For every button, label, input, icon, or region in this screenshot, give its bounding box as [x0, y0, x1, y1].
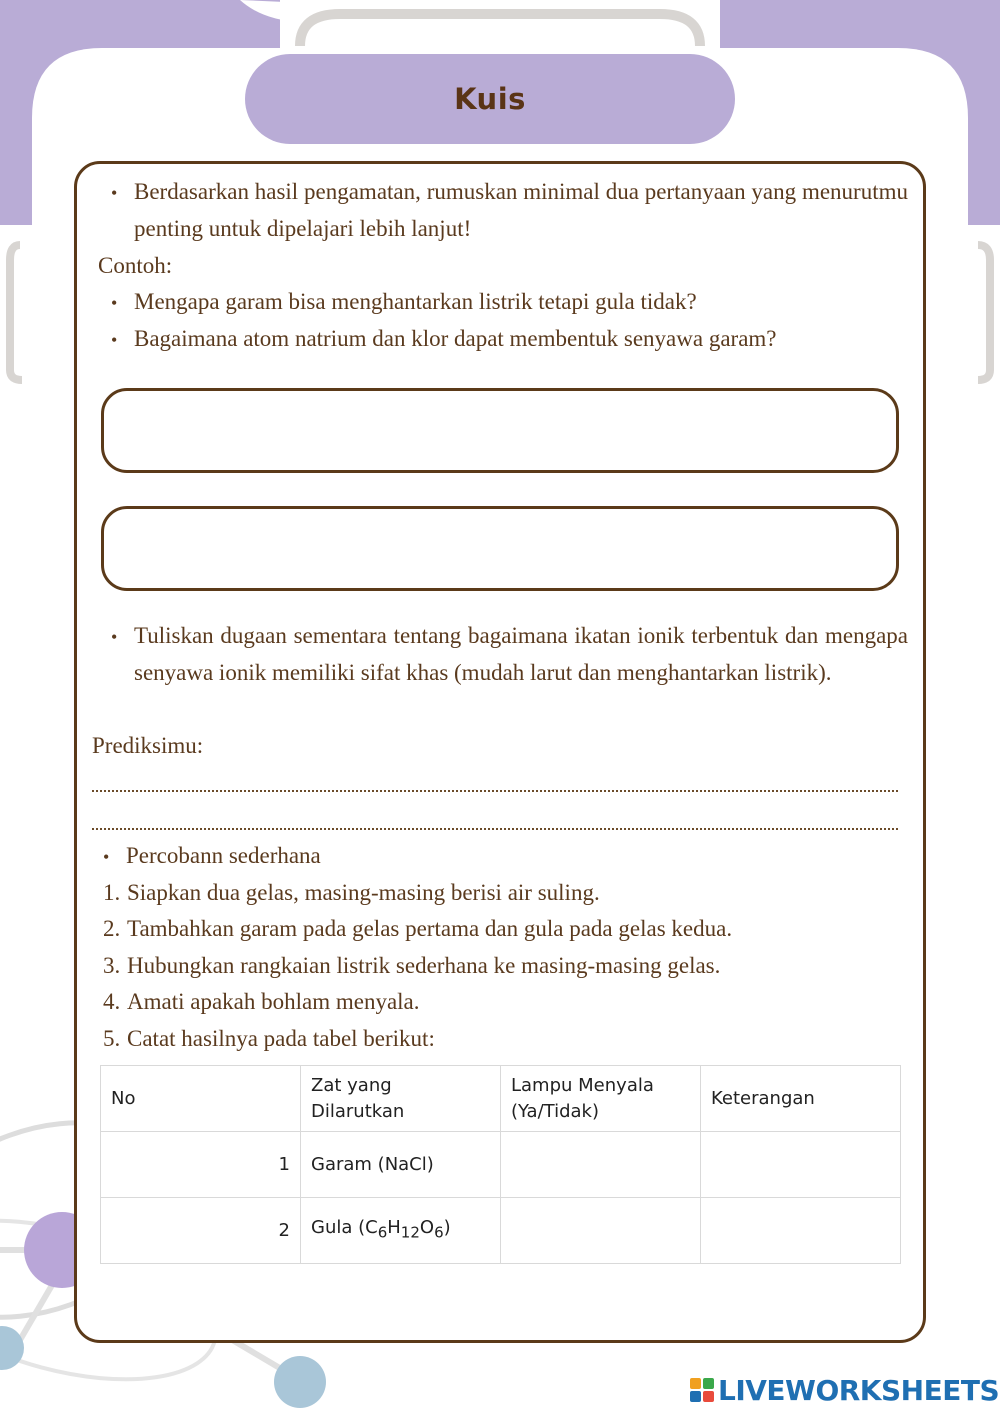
step-number: 2. — [103, 916, 121, 941]
answer-box-question-1[interactable] — [101, 388, 899, 473]
formula-sub-o: 6 — [434, 1223, 444, 1242]
prediction-line-1[interactable] — [92, 770, 898, 792]
header-lamp: Lampu Menyala (Ya/Tidak) — [501, 1066, 701, 1132]
cell-note-input[interactable] — [701, 1132, 901, 1198]
header-note: Keterangan — [701, 1066, 901, 1132]
cell-lamp-input[interactable] — [501, 1198, 701, 1264]
page-title: Kuis — [454, 82, 526, 116]
instruction-questions: Berdasarkan hasil pengamatan, rumuskan minimal dua pertanyaan yang menurutmu penting untuk dipelajari lebih lanjut! — [134, 179, 908, 241]
bullet-dot: • — [111, 330, 118, 350]
prediction-line-2[interactable] — [92, 808, 898, 830]
formula-sub-h: 12 — [400, 1223, 420, 1242]
example-label: Contoh: — [98, 253, 173, 278]
bullet-dot: • — [111, 293, 118, 313]
cell-note-input[interactable] — [701, 1198, 901, 1264]
logo-mark-icon — [690, 1378, 714, 1402]
formula-sub-c: 6 — [377, 1223, 388, 1242]
step-number: 3. — [103, 953, 121, 978]
step-text: Siapkan dua gelas, masing-masing berisi air suling. — [127, 880, 600, 905]
bullet-dot: • — [111, 183, 118, 203]
formula-close: ) — [443, 1217, 451, 1239]
header-substance: Zat yang Dilarutkan — [301, 1066, 501, 1132]
table-row — [101, 1198, 901, 1264]
cell-no: 1 — [101, 1132, 301, 1198]
formula-h: H — [387, 1217, 401, 1239]
formula-o: O — [419, 1217, 435, 1239]
title-banner — [245, 54, 735, 144]
cell-substance — [301, 1198, 501, 1264]
results-table — [100, 1065, 901, 1264]
step-number: 4. — [103, 989, 121, 1014]
step-number: 5. — [103, 1026, 121, 1051]
prediction-label: Prediksimu: — [92, 733, 204, 758]
step-number: 1. — [103, 880, 121, 905]
header-no: No — [101, 1066, 301, 1132]
cell-substance: Garam (NaCl) — [301, 1132, 501, 1198]
cell-no: 2 — [101, 1198, 301, 1264]
bullet-dot: • — [103, 847, 110, 867]
formula-prefix: Gula (C — [311, 1217, 378, 1239]
step-text: Amati apakah bohlam menyala. — [127, 989, 420, 1014]
table-header-row — [101, 1066, 901, 1132]
step-text: Catat hasilnya pada tabel berikut: — [127, 1026, 435, 1051]
experiment-heading: Percobann sederhana — [126, 843, 321, 868]
instruction-hypothesis: Tuliskan dugaan sementara tentang bagaimana ikatan ionik terbentuk dan mengapa senyawa ionik memiliki sifat khas (mudah larut dan menghantarkan listrik). — [134, 623, 908, 685]
answer-box-question-2[interactable] — [101, 506, 899, 591]
example-question-2: Bagaimana atom natrium dan klor dapat membentuk senyawa garam? — [134, 326, 777, 351]
bullet-dot: • — [111, 627, 118, 647]
example-question-1: Mengapa garam bisa menghantarkan listrik tetapi gula tidak? — [134, 289, 697, 314]
logo-text: LIVEWORKSHEETS — [718, 1373, 1000, 1407]
step-text: Tambahkan garam pada gelas pertama dan gula pada gelas kedua. — [127, 916, 733, 941]
liveworksheets-logo — [690, 1370, 999, 1410]
table-row — [101, 1132, 901, 1198]
step-text: Hubungkan rangkaian listrik sederhana ke masing-masing gelas. — [127, 953, 721, 978]
cell-lamp-input[interactable] — [501, 1132, 701, 1198]
